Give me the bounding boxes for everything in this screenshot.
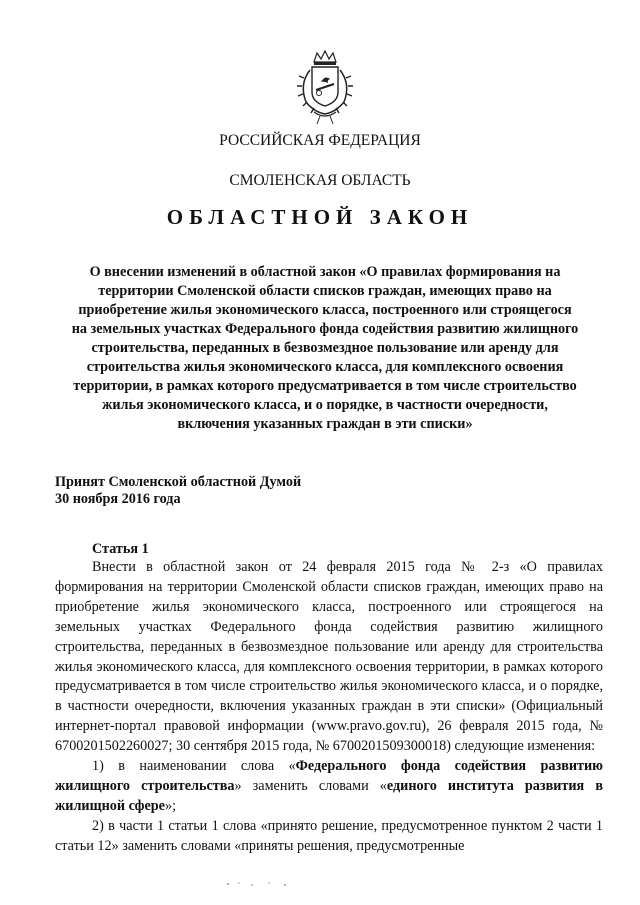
law-subtitle: О внесении изменений в областной закон «О правилах формирования на территории Смоленской области списков граждан, имеющих право на приобретение жилья экономического класса, построенного или строящегося на земельных участках Федерального фонда содействия развитию жилищного строительства, переданных в безвозмездное пользование или аренду для строительства жилья экономического класса, для комплексного освоения территории, в рамках которого предусматривается в том числе строительство жилья экономического класса, и о порядке, в частности очередности, включения указанных граждан в эти списки» (71, 264, 579, 432)
article-paragraph-item-1 (55, 757, 603, 817)
law-type-title: ОБЛАСТНОЙ ЗАКОН (166, 205, 474, 229)
article-paragraph-item-2: 2) в части 1 статьи 1 слова «принято решение, предусмотренное пунктом 2 части 1 статьи 12» заменить словами «приняты решения, предусмотренные (55, 817, 603, 854)
item-1-text-start: 1) в наименовании слова « (92, 758, 296, 775)
item-1-text-end: »; (164, 797, 177, 814)
region-heading: СМОЛЕНСКАЯ ОБЛАСТЬ (229, 172, 411, 189)
item-1-old-words: Федерального фонда содействия развитию жилищного строительства (55, 758, 604, 794)
scan-artifact (225, 880, 295, 888)
article-heading: Статья 1 (92, 541, 149, 557)
adoption-date: 30 ноября 2016 года (55, 491, 181, 507)
federation-heading: РОССИЙСКАЯ ФЕДЕРАЦИЯ (219, 132, 421, 149)
article-body (55, 558, 603, 857)
adopted-by: Принят Смоленской областной Думой (55, 474, 302, 490)
adoption-info (55, 474, 301, 508)
item-1-new-words: единого института развития в жилищной сфере (55, 777, 603, 814)
smolensk-coat-of-arms-icon (290, 48, 360, 128)
item-1-text-mid: » заменить словами « (234, 777, 387, 794)
article-paragraph-intro: Внести в областной закон от 24 февраля 2015 года № 2-з «О правилах формирования на территории Смоленской области списков граждан, имеющих право на приобретение жилья экономического класса, построенного или строящегося на земельных участках Федерального фонда содействия развитию жилищного строительства, переданных в безвозмездное пользование или аренду для строительства жилья экономического класса, для комплексного освоения территории, в рамках которого предусматривается в том числе строительство жилья экономического класса, и о порядке, в частности очередности, включения указанных граждан в эти списки» (Официальный интернет-портал правовой информации (www.pravo.gov.ru), 26 февраля 2015 года, № 6700201502260027; 30 сентября 2015 года, № 6700201509300018) следующие изменения: (55, 559, 603, 755)
